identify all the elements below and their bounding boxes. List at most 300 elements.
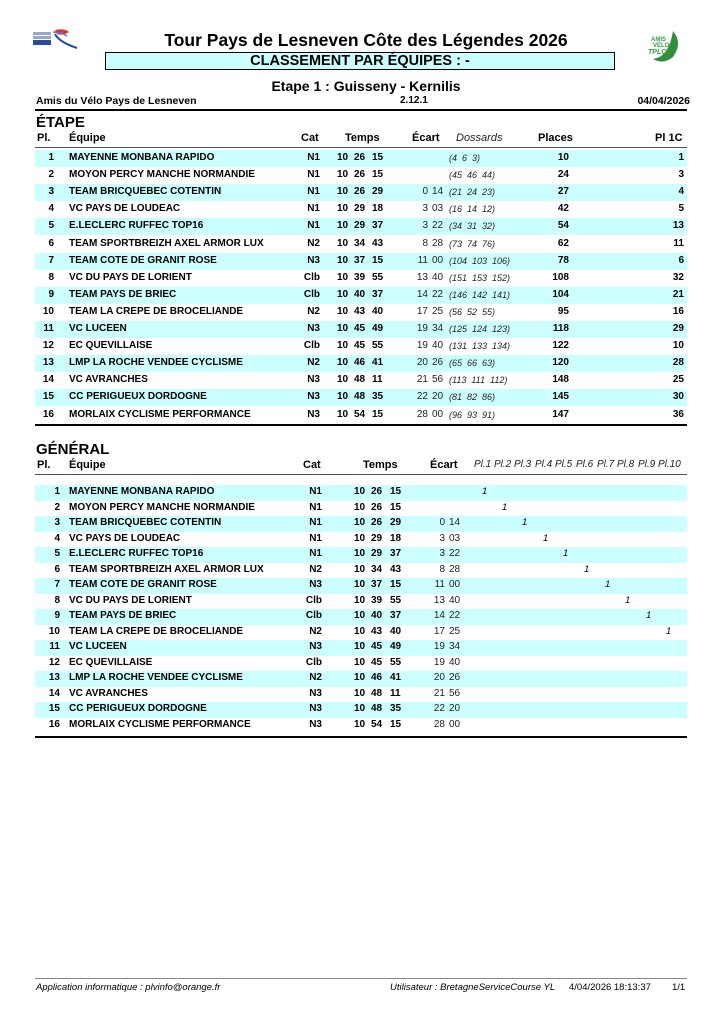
time-seconds: 41 bbox=[390, 672, 402, 683]
gap-minutes: 14 bbox=[416, 288, 428, 300]
table-row bbox=[35, 287, 687, 304]
rank: 9 bbox=[54, 610, 60, 621]
col-place-8: Pl.8 bbox=[617, 459, 635, 470]
col-place-7: Pl.7 bbox=[597, 459, 615, 470]
time-hours: 10 bbox=[354, 656, 366, 668]
places-total: 54 bbox=[557, 220, 569, 232]
time-minutes: 40 bbox=[371, 610, 383, 621]
time-hours: 10 bbox=[337, 186, 349, 198]
bib-numbers: (131 133 134) bbox=[449, 341, 511, 352]
time-seconds: 35 bbox=[372, 391, 384, 403]
rank: 4 bbox=[54, 532, 60, 544]
category: N1 bbox=[307, 203, 320, 215]
time-seconds: 35 bbox=[390, 703, 402, 714]
table-row bbox=[35, 321, 687, 338]
col-equipe: Équipe bbox=[69, 459, 106, 471]
bib-numbers: (125 124 123) bbox=[449, 324, 511, 334]
time-hours: 10 bbox=[337, 323, 349, 334]
gap-minutes: 11 bbox=[434, 579, 445, 590]
table-row bbox=[35, 389, 687, 406]
gap-seconds: 14 bbox=[432, 186, 444, 198]
places-total: 118 bbox=[552, 323, 569, 334]
time-minutes: 29 bbox=[371, 532, 383, 544]
time-minutes: 37 bbox=[354, 254, 366, 266]
time-seconds: 15 bbox=[372, 169, 384, 181]
gap-seconds: 00 bbox=[432, 254, 444, 266]
gap-minutes: 22 bbox=[433, 703, 445, 714]
time-minutes: 45 bbox=[354, 340, 366, 352]
time-seconds: 29 bbox=[372, 186, 384, 198]
bib-numbers: (16 14 12) bbox=[449, 204, 496, 215]
table-row bbox=[35, 201, 687, 218]
gap-seconds: 25 bbox=[432, 305, 444, 317]
category: N2 bbox=[309, 672, 322, 683]
gap-seconds: 22 bbox=[432, 288, 444, 300]
bib-numbers: (146 142 141) bbox=[449, 289, 511, 300]
time-hours: 10 bbox=[354, 641, 366, 652]
time-seconds: 15 bbox=[390, 486, 402, 497]
time-seconds: 29 bbox=[390, 517, 402, 528]
place-count: 1 bbox=[584, 563, 590, 575]
table-row bbox=[35, 270, 687, 287]
first-cat-rank: 3 bbox=[678, 169, 684, 181]
rank: 13 bbox=[48, 672, 60, 683]
time-minutes: 29 bbox=[354, 220, 366, 232]
time-minutes: 26 bbox=[354, 152, 366, 163]
col-temps: Temps bbox=[363, 459, 398, 471]
gap-seconds: 22 bbox=[432, 220, 444, 232]
time-seconds: 37 bbox=[372, 220, 384, 232]
table-row bbox=[35, 687, 687, 703]
table-row bbox=[35, 236, 687, 253]
rank: 3 bbox=[54, 517, 60, 528]
first-cat-rank: 29 bbox=[672, 323, 684, 334]
time-seconds: 37 bbox=[372, 288, 384, 300]
rank: 7 bbox=[48, 254, 54, 266]
table-row bbox=[35, 407, 687, 424]
time-minutes: 48 bbox=[371, 687, 383, 699]
organizer: Amis du Vélo Pays de Lesneven bbox=[36, 95, 197, 107]
table-row bbox=[35, 671, 687, 687]
table-row bbox=[35, 594, 687, 610]
col-place-9: Pl.9 bbox=[638, 459, 656, 470]
time-minutes: 26 bbox=[371, 517, 383, 528]
time-seconds: 41 bbox=[372, 357, 384, 369]
place-count: 1 bbox=[563, 548, 569, 559]
time-minutes: 46 bbox=[371, 672, 383, 683]
gap-seconds: 22 bbox=[449, 610, 461, 621]
time-minutes: 45 bbox=[354, 323, 366, 334]
time-minutes: 26 bbox=[371, 486, 383, 497]
rank: 6 bbox=[54, 563, 60, 575]
col-place-3: Pl.3 bbox=[514, 459, 532, 470]
time-seconds: 49 bbox=[372, 323, 384, 334]
places-total: 122 bbox=[552, 340, 569, 352]
first-cat-rank: 4 bbox=[678, 186, 684, 198]
team-name: TEAM PAYS DE BRIEC bbox=[69, 610, 177, 621]
rank: 8 bbox=[48, 271, 54, 283]
time-hours: 10 bbox=[354, 610, 366, 621]
team-name: MOYON PERCY MANCHE NORMANDIE bbox=[69, 501, 255, 513]
team-name: TEAM LA CREPE DE BROCELIANDE bbox=[69, 305, 244, 317]
time-minutes: 46 bbox=[354, 357, 366, 369]
first-cat-rank: 21 bbox=[672, 288, 684, 300]
rank: 11 bbox=[49, 641, 60, 652]
bib-numbers: (45 46 44) bbox=[449, 170, 496, 181]
gap-seconds: 20 bbox=[432, 391, 444, 403]
gap-seconds: 34 bbox=[449, 641, 461, 652]
rank: 9 bbox=[48, 288, 54, 300]
gap-seconds: 14 bbox=[449, 517, 461, 528]
time-hours: 10 bbox=[337, 152, 349, 163]
time-hours: 10 bbox=[337, 340, 349, 352]
footer-page-number: 1/1 bbox=[672, 982, 686, 993]
table-row bbox=[35, 625, 687, 641]
rank: 7 bbox=[54, 579, 60, 590]
svg-text:VÉLO: VÉLO bbox=[653, 43, 670, 49]
gap-seconds: 00 bbox=[449, 718, 461, 730]
time-seconds: 15 bbox=[372, 408, 384, 420]
time-seconds: 40 bbox=[390, 625, 402, 637]
table-row bbox=[35, 184, 687, 201]
category: N1 bbox=[309, 501, 322, 513]
category: N2 bbox=[307, 305, 320, 317]
gap-minutes: 20 bbox=[433, 672, 445, 683]
first-cat-rank: 28 bbox=[672, 357, 684, 369]
gap-minutes: 19 bbox=[416, 340, 428, 352]
category: N3 bbox=[309, 579, 322, 590]
time-seconds: 15 bbox=[372, 152, 384, 163]
place-count: 1 bbox=[666, 625, 672, 637]
time-seconds: 49 bbox=[390, 641, 402, 652]
gap-minutes: 3 bbox=[422, 220, 428, 232]
time-seconds: 15 bbox=[372, 254, 384, 266]
team-name: E.LECLERC RUFFEC TOP16 bbox=[69, 220, 204, 232]
category: Clb bbox=[303, 340, 320, 352]
footer-app-contact: Application informatique : plvinfo@orange.fr bbox=[36, 982, 221, 993]
general-section-title: GÉNÉRAL bbox=[36, 441, 110, 458]
category: Clb bbox=[305, 656, 322, 668]
bib-numbers: (104 103 106) bbox=[449, 255, 511, 266]
team-name: VC LUCEEN bbox=[69, 641, 127, 652]
time-seconds: 37 bbox=[390, 610, 402, 621]
col-cat: Cat bbox=[301, 132, 319, 144]
rank: 15 bbox=[48, 703, 60, 714]
place-count: 1 bbox=[543, 532, 549, 544]
gap-seconds: 26 bbox=[449, 672, 461, 683]
rank: 15 bbox=[42, 391, 54, 403]
place-count: 1 bbox=[522, 517, 528, 528]
gap-seconds: 25 bbox=[449, 625, 461, 637]
gap-minutes: 21 bbox=[416, 374, 428, 386]
time-minutes: 43 bbox=[371, 625, 383, 637]
time-seconds: 55 bbox=[390, 656, 402, 668]
time-minutes: 34 bbox=[354, 237, 366, 249]
team-name: EC QUEVILLAISE bbox=[69, 340, 153, 352]
places-total: 147 bbox=[552, 408, 569, 420]
bib-numbers: (4 6 3) bbox=[449, 153, 481, 163]
first-cat-rank: 1 bbox=[678, 152, 684, 163]
col-pl: Pl. bbox=[37, 132, 51, 144]
time-seconds: 55 bbox=[372, 271, 384, 283]
gap-seconds: 26 bbox=[432, 357, 444, 369]
place-count: 1 bbox=[482, 486, 488, 497]
divider bbox=[35, 474, 687, 475]
gap-minutes: 11 bbox=[417, 254, 428, 266]
bib-numbers: (56 52 55) bbox=[449, 306, 496, 317]
category: N1 bbox=[309, 532, 322, 544]
race-code: 2.12.1 bbox=[400, 95, 428, 106]
first-cat-rank: 11 bbox=[673, 237, 684, 249]
col-temps: Temps bbox=[345, 132, 380, 144]
team-name: TEAM COTE DE GRANIT ROSE bbox=[69, 579, 217, 590]
table-row bbox=[35, 355, 687, 372]
gap-seconds: 56 bbox=[449, 687, 461, 699]
time-hours: 10 bbox=[354, 687, 366, 699]
table-row bbox=[35, 609, 687, 625]
svg-text:AMIS: AMIS bbox=[651, 37, 666, 43]
divider bbox=[35, 147, 687, 148]
team-name: VC PAYS DE LOUDEAC bbox=[69, 532, 181, 544]
time-hours: 10 bbox=[337, 169, 349, 181]
bib-numbers: (34 31 32) bbox=[449, 221, 496, 232]
time-hours: 10 bbox=[337, 271, 349, 283]
category: Clb bbox=[303, 288, 320, 300]
places-total: 42 bbox=[557, 203, 569, 215]
team-name: MORLAIX CYCLISME PERFORMANCE bbox=[69, 718, 251, 730]
time-minutes: 29 bbox=[354, 203, 366, 215]
col-place-2: Pl.2 bbox=[494, 459, 512, 470]
place-count: 1 bbox=[646, 610, 652, 621]
divider bbox=[35, 736, 687, 738]
first-cat-rank: 16 bbox=[672, 305, 684, 317]
table-row bbox=[35, 532, 687, 548]
col-ecart: Écart bbox=[412, 132, 440, 144]
gap-seconds: 40 bbox=[432, 340, 444, 352]
gap-minutes: 28 bbox=[433, 718, 445, 730]
gap-seconds: 03 bbox=[449, 532, 461, 544]
place-count: 1 bbox=[605, 579, 611, 590]
rank: 2 bbox=[54, 501, 60, 513]
category: N3 bbox=[307, 408, 320, 420]
gap-seconds: 40 bbox=[449, 594, 461, 606]
time-seconds: 18 bbox=[390, 532, 402, 544]
team-name: MOYON PERCY MANCHE NORMANDIE bbox=[69, 169, 255, 181]
time-hours: 10 bbox=[337, 288, 349, 300]
category: N3 bbox=[309, 718, 322, 730]
team-name: TEAM SPORTBREIZH AXEL ARMOR LUX bbox=[69, 563, 264, 575]
category: N1 bbox=[309, 517, 322, 528]
time-minutes: 37 bbox=[371, 579, 383, 590]
team-name: TEAM COTE DE GRANIT ROSE bbox=[69, 254, 217, 266]
time-seconds: 43 bbox=[372, 237, 384, 249]
col-place-4: Pl.4 bbox=[535, 459, 553, 470]
places-total: 24 bbox=[557, 169, 569, 181]
time-seconds: 11 bbox=[372, 374, 383, 386]
rank: 14 bbox=[42, 374, 54, 386]
footer-divider bbox=[35, 978, 687, 979]
svg-text:TPLCL: TPLCL bbox=[648, 49, 671, 56]
race-date: 04/04/2026 bbox=[637, 95, 690, 107]
gap-minutes: 0 bbox=[439, 517, 445, 528]
table-row bbox=[35, 547, 687, 563]
team-name: TEAM PAYS DE BRIEC bbox=[69, 288, 177, 300]
gap-seconds: 28 bbox=[432, 237, 444, 249]
bib-numbers: (21 24 23) bbox=[449, 187, 496, 198]
team-name: LMP LA ROCHE VENDEE CYCLISME bbox=[69, 672, 243, 683]
team-name: TEAM BRICQUEBEC COTENTIN bbox=[69, 186, 222, 198]
table-row bbox=[35, 656, 687, 672]
place-count: 1 bbox=[502, 501, 508, 513]
time-seconds: 37 bbox=[390, 548, 402, 559]
col-ecart: Écart bbox=[430, 459, 458, 471]
gap-minutes: 13 bbox=[433, 594, 445, 606]
gap-seconds: 56 bbox=[432, 374, 444, 386]
footer-timestamp: 4/04/2026 18:13:37 bbox=[569, 982, 651, 993]
places-total: 108 bbox=[552, 271, 569, 283]
category: N3 bbox=[307, 374, 320, 386]
time-hours: 10 bbox=[337, 357, 349, 369]
classification-subtitle: CLASSEMENT PAR ÉQUIPES : - bbox=[105, 52, 615, 70]
category: N1 bbox=[307, 152, 320, 163]
team-name: CC PERIGUEUX DORDOGNE bbox=[69, 703, 207, 714]
category: N2 bbox=[307, 357, 320, 369]
places-total: 78 bbox=[557, 254, 569, 266]
first-cat-rank: 6 bbox=[678, 254, 684, 266]
col-pl1c: Pl 1C bbox=[655, 132, 683, 144]
time-minutes: 48 bbox=[354, 391, 366, 403]
team-name: VC AVRANCHES bbox=[69, 687, 148, 699]
gap-minutes: 3 bbox=[439, 532, 445, 544]
table-row bbox=[35, 150, 687, 167]
time-hours: 10 bbox=[337, 254, 349, 266]
category: N1 bbox=[309, 548, 322, 559]
category: N3 bbox=[307, 391, 320, 403]
time-hours: 10 bbox=[354, 548, 366, 559]
team-name: MAYENNE MONBANA RAPIDO bbox=[69, 152, 215, 163]
places-total: 120 bbox=[552, 357, 569, 369]
bib-numbers: (73 74 76) bbox=[449, 238, 496, 249]
category: N3 bbox=[309, 703, 322, 714]
category: Clb bbox=[305, 594, 322, 606]
col-cat: Cat bbox=[303, 459, 321, 471]
gap-minutes: 8 bbox=[422, 237, 428, 249]
category: N3 bbox=[307, 323, 320, 334]
places-total: 104 bbox=[552, 288, 569, 300]
time-hours: 10 bbox=[354, 703, 366, 714]
gap-seconds: 00 bbox=[449, 579, 461, 590]
time-hours: 10 bbox=[354, 672, 366, 683]
bib-numbers: (96 93 91) bbox=[449, 409, 496, 420]
rank: 1 bbox=[54, 486, 60, 497]
first-cat-rank: 13 bbox=[672, 220, 684, 232]
time-minutes: 45 bbox=[371, 641, 383, 652]
gap-seconds: 22 bbox=[449, 548, 461, 559]
place-count: 1 bbox=[625, 594, 631, 606]
bib-numbers: (81 82 86) bbox=[449, 392, 496, 403]
time-minutes: 43 bbox=[354, 305, 366, 317]
gap-seconds: 20 bbox=[449, 703, 461, 714]
rank: 16 bbox=[48, 718, 60, 730]
category: N3 bbox=[307, 254, 320, 266]
time-seconds: 15 bbox=[390, 579, 402, 590]
team-name: VC AVRANCHES bbox=[69, 374, 148, 386]
col-equipe: Équipe bbox=[69, 132, 106, 144]
time-hours: 10 bbox=[354, 501, 366, 513]
gap-seconds: 34 bbox=[432, 323, 444, 334]
col-dossards: Dossards bbox=[456, 132, 503, 144]
time-hours: 10 bbox=[337, 408, 349, 420]
places-total: 62 bbox=[557, 237, 569, 249]
gap-seconds: 28 bbox=[449, 563, 461, 575]
places-total: 95 bbox=[557, 305, 569, 317]
time-hours: 10 bbox=[337, 305, 349, 317]
col-pl: Pl. bbox=[37, 459, 51, 471]
time-seconds: 43 bbox=[390, 563, 402, 575]
places-total: 27 bbox=[557, 186, 569, 198]
time-hours: 10 bbox=[354, 486, 366, 497]
time-minutes: 26 bbox=[371, 501, 383, 513]
first-cat-rank: 25 bbox=[672, 374, 684, 386]
bib-numbers: (113 111 112) bbox=[449, 375, 508, 386]
table-row bbox=[35, 718, 687, 734]
time-minutes: 48 bbox=[354, 374, 366, 386]
category: N1 bbox=[307, 220, 320, 232]
time-hours: 10 bbox=[337, 374, 349, 386]
rank: 1 bbox=[48, 152, 54, 163]
rank: 2 bbox=[48, 169, 54, 181]
time-seconds: 55 bbox=[390, 594, 402, 606]
gap-seconds: 40 bbox=[432, 271, 444, 283]
gap-minutes: 14 bbox=[433, 610, 445, 621]
rank: 14 bbox=[48, 687, 60, 699]
time-hours: 10 bbox=[354, 594, 366, 606]
time-seconds: 15 bbox=[390, 501, 402, 513]
table-row bbox=[35, 304, 687, 321]
rank: 13 bbox=[42, 357, 54, 369]
table-row bbox=[35, 702, 687, 718]
team-name: VC DU PAYS DE LORIENT bbox=[69, 271, 192, 283]
category: Clb bbox=[305, 610, 322, 621]
time-minutes: 40 bbox=[354, 288, 366, 300]
rank: 3 bbox=[48, 186, 54, 198]
time-minutes: 39 bbox=[354, 271, 366, 283]
gap-minutes: 3 bbox=[422, 203, 428, 215]
bib-numbers: (151 153 152) bbox=[449, 272, 511, 283]
col-place-10: Pl.10 bbox=[658, 459, 681, 470]
time-hours: 10 bbox=[337, 237, 349, 249]
time-hours: 10 bbox=[354, 625, 366, 637]
category: N3 bbox=[309, 687, 322, 699]
time-minutes: 54 bbox=[354, 408, 366, 420]
team-name: CC PERIGUEUX DORDOGNE bbox=[69, 391, 207, 403]
gap-minutes: 28 bbox=[416, 408, 428, 420]
team-name: E.LECLERC RUFFEC TOP16 bbox=[69, 548, 204, 559]
time-minutes: 39 bbox=[371, 594, 383, 606]
time-minutes: 54 bbox=[371, 718, 383, 730]
time-hours: 10 bbox=[337, 220, 349, 232]
gap-minutes: 8 bbox=[439, 563, 445, 575]
time-seconds: 18 bbox=[372, 203, 384, 215]
time-minutes: 34 bbox=[371, 563, 383, 575]
places-total: 148 bbox=[552, 374, 569, 386]
category: N3 bbox=[309, 641, 322, 652]
team-name: MORLAIX CYCLISME PERFORMANCE bbox=[69, 408, 251, 420]
rank: 6 bbox=[48, 237, 54, 249]
table-row bbox=[35, 167, 687, 184]
time-hours: 10 bbox=[354, 579, 366, 590]
time-hours: 10 bbox=[354, 718, 366, 730]
